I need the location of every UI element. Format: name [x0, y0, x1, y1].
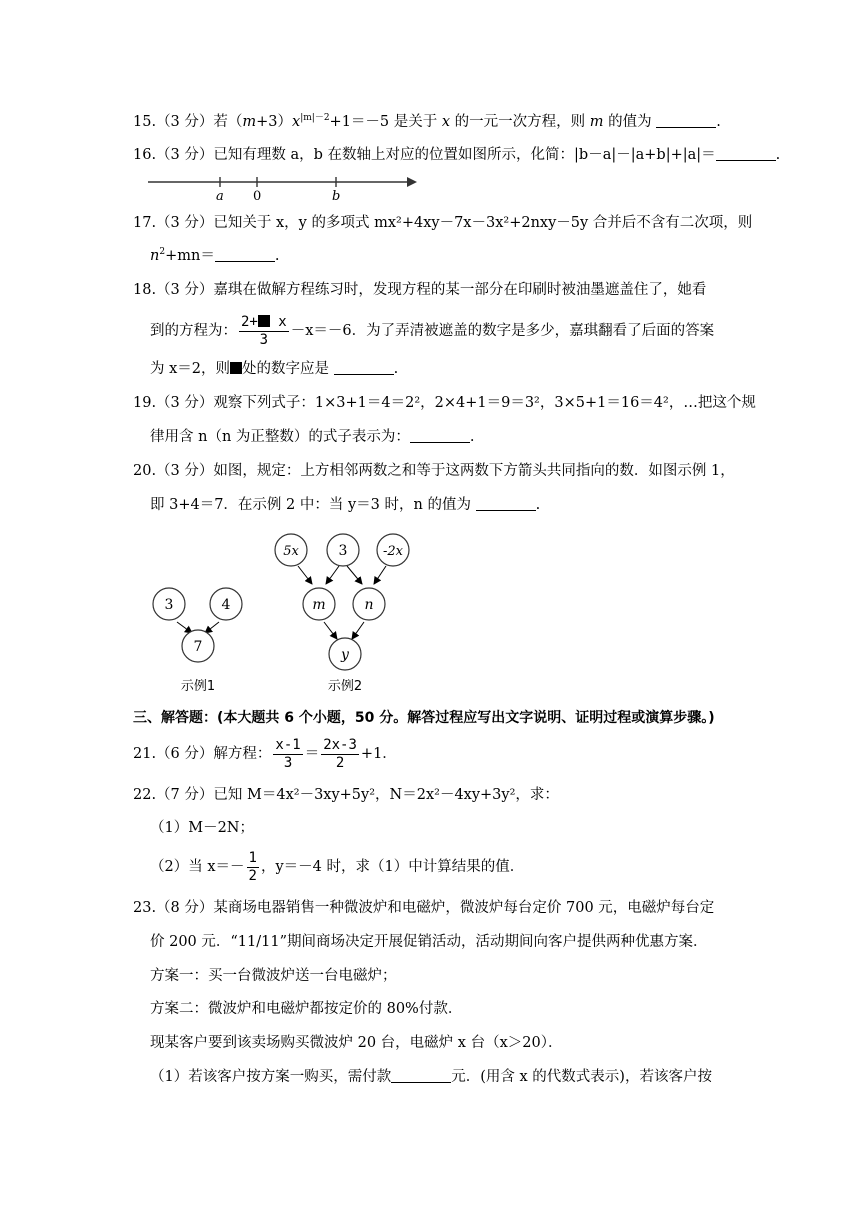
example-2	[275, 534, 409, 694]
answer-blank	[391, 1068, 451, 1083]
question-20-line2: 即 3+4＝7．在示例 2 中：当 y＝3 时，n 的值为 .	[150, 497, 541, 513]
ex2-top2: 3	[338, 543, 348, 559]
ex1-caption: 示例1	[180, 679, 216, 694]
label-zero: 0	[253, 189, 262, 204]
answer-blank	[410, 428, 470, 443]
section-3-heading: 三、解答题：(本大题共 6 个小题，50 分。解答过程应写出文字说明、证明过程或演算步骤。)	[133, 710, 715, 726]
fraction-left: $\frac{x-1}{3}$	[275, 736, 301, 771]
question-18: 18.（3 分）嘉琪在做解方程练习时，发现方程的某一部分在印刷时被油墨遮盖住了，她看	[133, 282, 707, 298]
question-22-part1: （1）M－2N；	[150, 820, 254, 836]
question-19-line2: 律用含 n（n 为正整数）的式子表示为： .	[150, 429, 475, 445]
ex2-top3: -2x	[383, 544, 403, 559]
question-23-plan1: 方案一：买一台微波炉送一台电磁炉；	[150, 968, 397, 984]
question-15: 15.（3 分）若$(m+3)x^{|m|-2}+1=-5$ 是关于 x 的一元一次方程，则 m 的值为 .	[133, 113, 721, 130]
label-a: a	[216, 189, 224, 204]
ex1-top-left: 3	[164, 597, 174, 613]
ex1-top-right: 4	[221, 597, 231, 613]
ex2-top1: 5x	[283, 544, 299, 559]
question-18-line2: 到的方程为： $\frac{2+ x}{3}$ －x＝－6．为了弄清被遮盖的数字是多少，嘉琪翻看了后面的答案	[150, 313, 715, 348]
label-b: b	[332, 189, 341, 204]
number-line	[145, 170, 425, 204]
ex2-mid2: n	[364, 597, 374, 613]
ink-blot	[258, 315, 270, 327]
question-23-plan2: 方案二：微波炉和电磁炉都按定价的 80%付款．	[150, 1001, 463, 1017]
question-23: 23.（8 分）某商场电器销售一种微波炉和电磁炉，微波炉每台定价 700 元，电磁炉每台定	[133, 900, 715, 916]
ex2-bottom: y	[341, 647, 349, 663]
question-20: 20.（3 分）如图，规定：上方相邻两数之和等于这两数下方箭头共同指向的数．如图示例 1，	[133, 463, 735, 479]
question-22-part2: （2）当 x＝－ $\frac{1}{2}$ ，y＝－4 时，求（1）中计算结果的值．	[150, 849, 525, 884]
fraction-right: $\frac{2x-3}{2}$	[323, 736, 357, 771]
question-16: 16.（3 分）已知有理数 a，b 在数轴上对应的位置如图所示，化简：|b－a|－|a+b|+|a|＝ .	[133, 147, 781, 163]
fraction-half: $\frac{1}{2}$	[248, 849, 257, 884]
equation-fraction: $\frac{2+ x}{3}$	[241, 313, 287, 348]
ex1-bottom: 7	[193, 639, 203, 655]
question-23-part1: （1）若该客户按方案一购买，需付款 元．(用含 x 的代数式表示)，若该客户按	[150, 1069, 712, 1085]
answer-blank	[334, 360, 394, 375]
question-19: 19.（3 分）观察下列式子：1×3+1＝4＝2²，2×4+1＝9＝3²，3×5+1＝16＝4²，…把这个规	[133, 395, 756, 411]
example-diagrams	[140, 528, 440, 698]
question-23-line5: 现某客户要到该卖场购买微波炉 20 台，电磁炉 x 台（x＞20）．	[150, 1035, 563, 1051]
ex2-caption: 示例2	[327, 679, 363, 694]
question-18-line3: 为 x＝2，则 处的数字应是 .	[150, 361, 399, 377]
question-17: 17.（3 分）已知关于 x，y 的多项式 mx²+4xy－7x－3x²+2nxy－5y 合并后不含有二次项，则	[133, 215, 753, 231]
answer-blank	[656, 113, 716, 128]
answer-blank	[215, 247, 275, 262]
answer-blank	[476, 496, 536, 511]
question-17-line2: $n^2+mn=$ .	[150, 247, 280, 264]
question-23-line2: 价 200 元．“11/11”期间商场决定开展促销活动，活动期间向客户提供两种优惠方案．	[150, 934, 708, 950]
answer-blank	[716, 146, 776, 161]
question-21: 21.（6 分）解方程： $\frac{x-1}{3}$ ＝ $\frac{2x-3}{2}$ +1．	[133, 736, 397, 771]
ink-blot	[230, 362, 242, 374]
example-1	[153, 588, 242, 694]
question-22: 22.（7 分）已知 M＝4x²－3xy+5y²，N＝2x²－4xy+3y²，求：	[133, 787, 559, 803]
ex2-mid1: m	[312, 597, 326, 613]
q15-number: 15.	[133, 114, 157, 130]
